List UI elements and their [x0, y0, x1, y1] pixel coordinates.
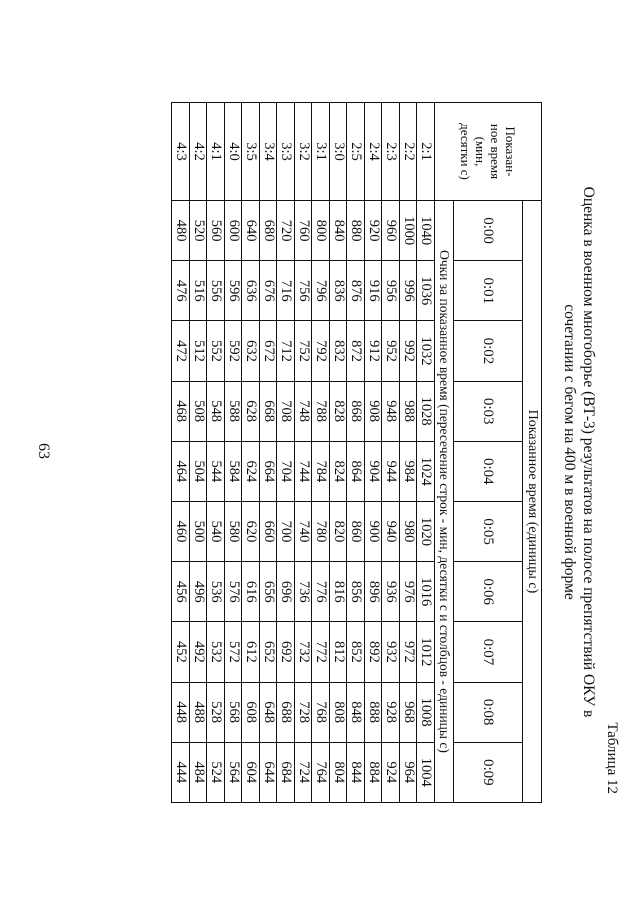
score-cell: 688 [277, 682, 295, 742]
row-label: 2:5 [347, 103, 365, 201]
table-row [417, 103, 435, 803]
column-header: 0:03 [454, 381, 523, 441]
score-cell: 916 [365, 261, 383, 321]
row-header-cell [435, 103, 542, 201]
score-cell: 636 [242, 261, 260, 321]
score-cell: 792 [312, 321, 330, 381]
column-header: 0:08 [454, 682, 523, 742]
score-cell: 452 [172, 622, 190, 682]
score-cell: 576 [225, 562, 243, 622]
score-cell: 616 [242, 562, 260, 622]
score-cell: 656 [260, 562, 278, 622]
table-row [312, 103, 330, 803]
score-cell: 964 [400, 742, 418, 802]
row-label: 3:1 [312, 103, 330, 201]
score-cell: 468 [172, 381, 190, 441]
table-row [347, 103, 365, 803]
score-cell: 540 [207, 501, 225, 561]
score-cell: 980 [400, 501, 418, 561]
score-cell: 880 [347, 201, 365, 261]
score-cell: 700 [277, 501, 295, 561]
score-cell: 976 [400, 562, 418, 622]
table-row [330, 103, 348, 803]
row-label: 4:3 [172, 103, 190, 201]
score-cell: 816 [330, 562, 348, 622]
score-cell: 840 [330, 201, 348, 261]
score-cell: 596 [225, 261, 243, 321]
score-cell: 968 [400, 682, 418, 742]
score-cell: 632 [242, 321, 260, 381]
score-cell: 552 [207, 321, 225, 381]
row-header-line: десятки с) [458, 123, 473, 180]
row-header-line: (мин, [473, 136, 488, 167]
score-cell: 712 [277, 321, 295, 381]
score-cell: 812 [330, 622, 348, 682]
score-cell: 472 [172, 321, 190, 381]
score-cell: 1012 [417, 622, 435, 682]
score-cell: 720 [277, 201, 295, 261]
score-cell: 776 [312, 562, 330, 622]
score-cell: 1036 [417, 261, 435, 321]
score-cell: 788 [312, 381, 330, 441]
score-cell: 1008 [417, 682, 435, 742]
score-cell: 500 [190, 501, 208, 561]
score-cell: 908 [365, 381, 383, 441]
score-cell: 516 [190, 261, 208, 321]
score-cell: 492 [190, 622, 208, 682]
score-cell: 932 [382, 622, 400, 682]
title-line-1: Оценка в военном многоборье (ВТ-3) результатов на полосе препятствий ОКУ в [580, 186, 597, 718]
score-cell: 756 [295, 261, 313, 321]
score-cell: 444 [172, 742, 190, 802]
score-cell: 1040 [417, 201, 435, 261]
table-row [365, 103, 383, 803]
row-label: 2:4 [365, 103, 383, 201]
table-row [225, 103, 243, 803]
score-cell: 896 [365, 562, 383, 622]
score-cell: 1020 [417, 501, 435, 561]
score-cell: 972 [400, 622, 418, 682]
column-header: 0:05 [454, 501, 523, 561]
score-cell: 768 [312, 682, 330, 742]
score-cell: 652 [260, 622, 278, 682]
column-header: 0:01 [454, 261, 523, 321]
score-cell: 520 [190, 201, 208, 261]
score-cell: 708 [277, 381, 295, 441]
title-line-2: сочетании с бегом на 400 м в военной форме [561, 304, 578, 600]
score-cell: 448 [172, 682, 190, 742]
score-cell: 680 [260, 201, 278, 261]
score-cell: 648 [260, 682, 278, 742]
score-cell: 456 [172, 562, 190, 622]
score-cell: 524 [207, 742, 225, 802]
column-header: 0:09 [454, 742, 523, 802]
score-cell: 504 [190, 441, 208, 501]
page-number: 63 [35, 443, 52, 459]
score-cell: 672 [260, 321, 278, 381]
score-cell: 928 [382, 682, 400, 742]
rotated-table-block [20, 100, 620, 804]
row-header-line: Показан- [503, 126, 518, 177]
score-cell: 1000 [400, 201, 418, 261]
score-cell: 628 [242, 381, 260, 441]
table-row [260, 103, 278, 803]
score-cell: 476 [172, 261, 190, 321]
row-label: 4:2 [190, 103, 208, 201]
row-label: 4:0 [225, 103, 243, 201]
table-row [277, 103, 295, 803]
score-cell: 1016 [417, 562, 435, 622]
score-cell: 940 [382, 501, 400, 561]
score-cell: 744 [295, 441, 313, 501]
score-cell: 732 [295, 622, 313, 682]
table-row [190, 103, 208, 803]
row-label: 3:0 [330, 103, 348, 201]
column-header: 0:06 [454, 562, 523, 622]
score-cell: 620 [242, 501, 260, 561]
points-subheader: Очки за показанное время (пересечение строк - мин, десятки с и столбцов - единицы с) [435, 201, 454, 803]
score-cell: 480 [172, 201, 190, 261]
score-cell: 864 [347, 441, 365, 501]
score-cell: 772 [312, 622, 330, 682]
score-cell: 624 [242, 441, 260, 501]
score-cell: 716 [277, 261, 295, 321]
table-row [172, 103, 190, 803]
score-cell: 532 [207, 622, 225, 682]
table-row [207, 103, 225, 803]
table-row [400, 103, 418, 803]
column-header: 0:00 [454, 201, 523, 261]
score-cell: 752 [295, 321, 313, 381]
score-cell: 912 [365, 321, 383, 381]
score-cell: 828 [330, 381, 348, 441]
score-cell: 568 [225, 682, 243, 742]
column-header: 0:04 [454, 441, 523, 501]
row-label: 3:4 [260, 103, 278, 201]
score-cell: 808 [330, 682, 348, 742]
score-cell: 556 [207, 261, 225, 321]
column-header: 0:02 [454, 321, 523, 381]
score-cell: 900 [365, 501, 383, 561]
score-cell: 960 [382, 201, 400, 261]
score-cell: 664 [260, 441, 278, 501]
score-cell: 944 [382, 441, 400, 501]
score-cell: 704 [277, 441, 295, 501]
score-cell: 564 [225, 742, 243, 802]
row-label: 2:3 [382, 103, 400, 201]
score-cell: 544 [207, 441, 225, 501]
score-cell: 548 [207, 381, 225, 441]
row-label: 3:3 [277, 103, 295, 201]
score-cell: 892 [365, 622, 383, 682]
score-cell: 508 [190, 381, 208, 441]
table-row [242, 103, 260, 803]
score-cell: 580 [225, 501, 243, 561]
score-cell: 724 [295, 742, 313, 802]
score-cell: 796 [312, 261, 330, 321]
score-cell: 848 [347, 682, 365, 742]
score-cell: 684 [277, 742, 295, 802]
score-cell: 736 [295, 562, 313, 622]
score-cell: 800 [312, 201, 330, 261]
score-cell: 996 [400, 261, 418, 321]
score-cell: 856 [347, 562, 365, 622]
score-cell: 728 [295, 682, 313, 742]
score-cell: 924 [382, 742, 400, 802]
score-cell: 460 [172, 501, 190, 561]
score-cell: 1024 [417, 441, 435, 501]
score-cell: 484 [190, 742, 208, 802]
table-row [295, 103, 313, 803]
score-cell: 660 [260, 501, 278, 561]
score-cell: 600 [225, 201, 243, 261]
score-cell: 1032 [417, 321, 435, 381]
score-cell: 676 [260, 261, 278, 321]
score-cell: 860 [347, 501, 365, 561]
score-cell: 496 [190, 562, 208, 622]
score-cell: 640 [242, 201, 260, 261]
score-cell: 956 [382, 261, 400, 321]
score-cell: 780 [312, 501, 330, 561]
row-label: 2:1 [417, 103, 435, 201]
score-cell: 852 [347, 622, 365, 682]
score-cell: 948 [382, 381, 400, 441]
score-cell: 904 [365, 441, 383, 501]
score-cell: 824 [330, 441, 348, 501]
score-cell: 740 [295, 501, 313, 561]
score-cell: 668 [260, 381, 278, 441]
row-label: 3:5 [242, 103, 260, 201]
row-label: 2:2 [400, 103, 418, 201]
table-title [560, 100, 598, 804]
column-header: 0:07 [454, 622, 523, 682]
score-cell: 760 [295, 201, 313, 261]
score-cell: 1028 [417, 381, 435, 441]
score-cell: 696 [277, 562, 295, 622]
score-cell: 608 [242, 682, 260, 742]
score-cell: 748 [295, 381, 313, 441]
score-cell: 584 [225, 441, 243, 501]
score-cell: 612 [242, 622, 260, 682]
score-cell: 920 [365, 201, 383, 261]
score-cell: 884 [365, 742, 383, 802]
score-table [172, 102, 543, 803]
score-cell: 844 [347, 742, 365, 802]
score-cell: 512 [190, 321, 208, 381]
score-cell: 936 [382, 562, 400, 622]
score-cell: 592 [225, 321, 243, 381]
score-cell: 876 [347, 261, 365, 321]
score-cell: 588 [225, 381, 243, 441]
score-cell: 784 [312, 441, 330, 501]
table-row [382, 103, 400, 803]
score-cell: 988 [400, 381, 418, 441]
row-header-line: ное время [488, 123, 503, 180]
score-cell: 952 [382, 321, 400, 381]
score-cell: 528 [207, 682, 225, 742]
score-cell: 692 [277, 622, 295, 682]
score-cell: 888 [365, 682, 383, 742]
row-label: 3:2 [295, 103, 313, 201]
score-cell: 536 [207, 562, 225, 622]
score-cell: 832 [330, 321, 348, 381]
score-cell: 764 [312, 742, 330, 802]
score-cell: 992 [400, 321, 418, 381]
score-cell: 488 [190, 682, 208, 742]
score-cell: 560 [207, 201, 225, 261]
score-cell: 464 [172, 441, 190, 501]
score-cell: 1004 [417, 742, 435, 802]
score-cell: 804 [330, 742, 348, 802]
score-cell: 644 [260, 742, 278, 802]
score-cell: 572 [225, 622, 243, 682]
score-cell: 836 [330, 261, 348, 321]
score-cell: 868 [347, 381, 365, 441]
score-cell: 604 [242, 742, 260, 802]
row-label: 4:1 [207, 103, 225, 201]
score-cell: 820 [330, 501, 348, 561]
shown-time-header: Показанное время (единицы с) [523, 201, 542, 803]
score-cell: 984 [400, 441, 418, 501]
table-label: Таблица 12 [604, 722, 620, 794]
score-cell: 872 [347, 321, 365, 381]
